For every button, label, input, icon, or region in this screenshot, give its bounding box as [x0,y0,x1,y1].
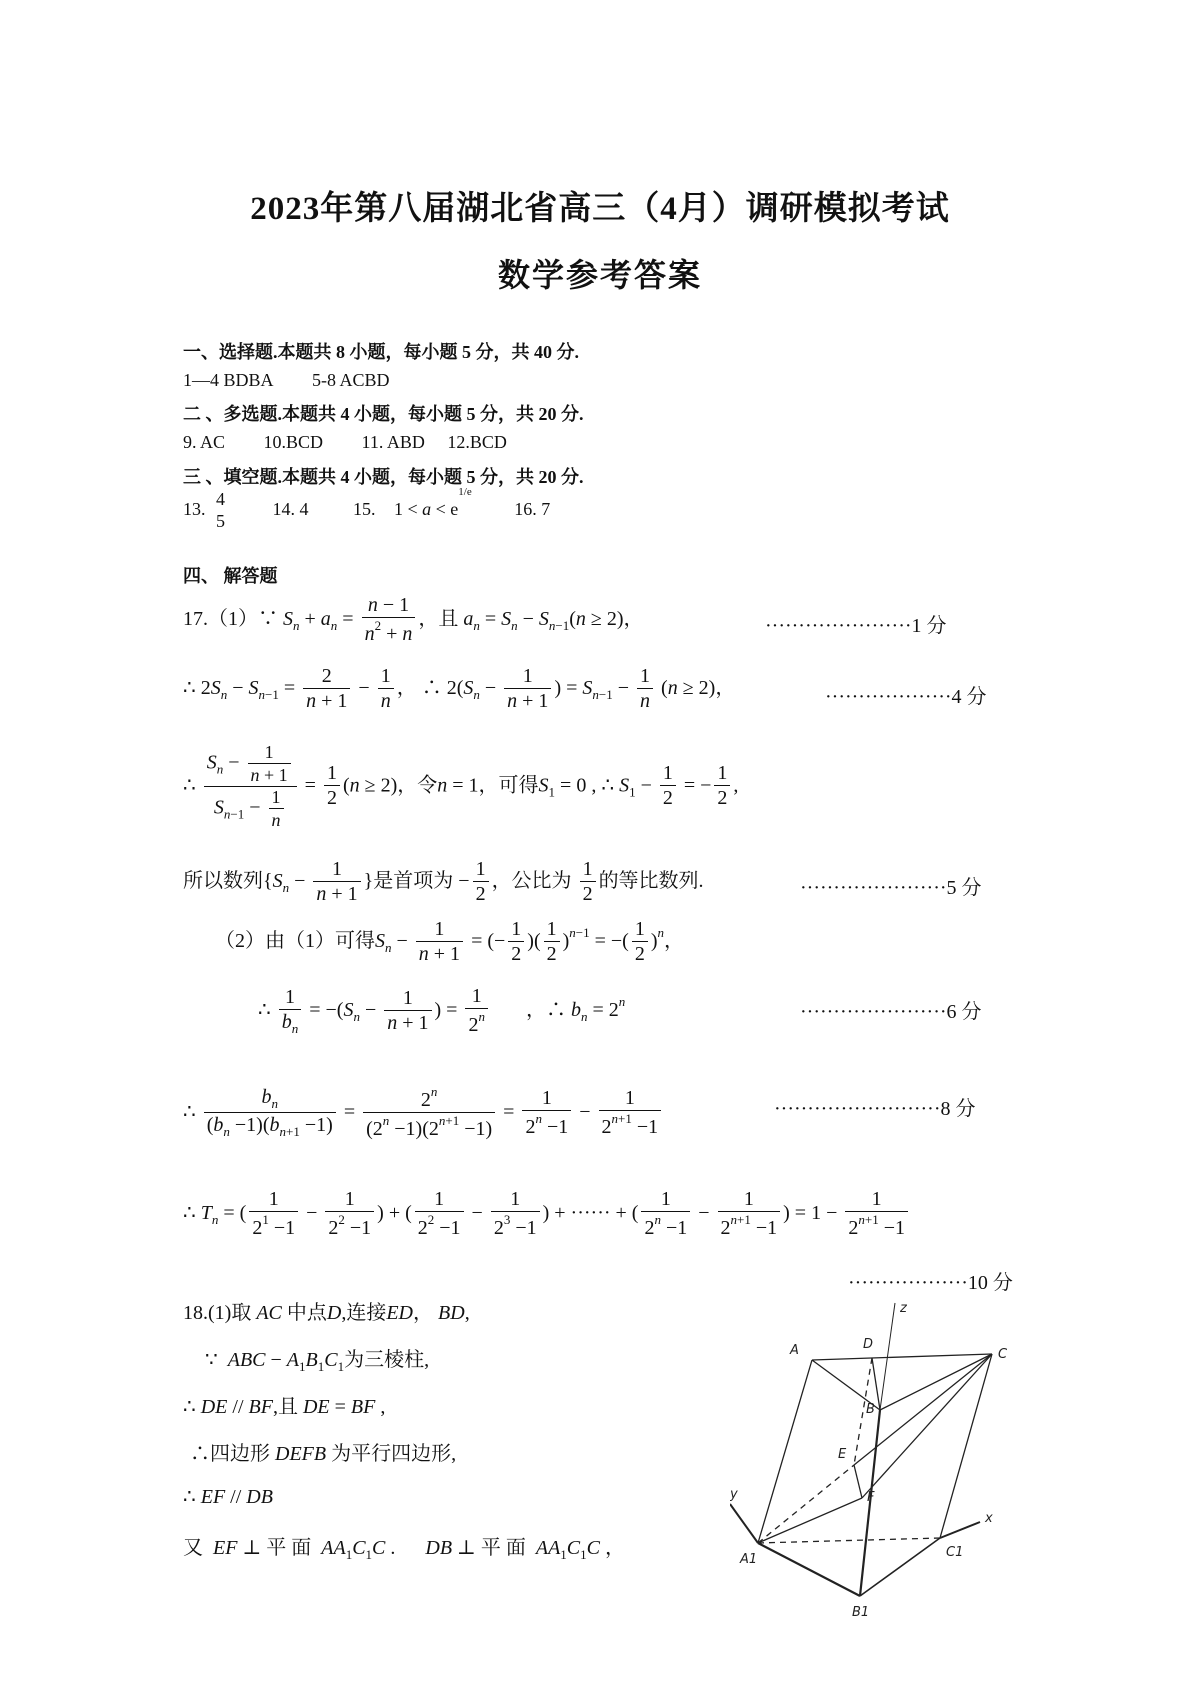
answer-15-formula: $1 < a < e^{1/e}$ [394,486,472,519]
label-C: C [998,1347,1008,1362]
label-A1: A1 [740,1552,758,1567]
prism-figure [730,1298,1050,1628]
q18-line-2: ∵ ABC − $A_1B_1C_1$为三棱柱, [205,1349,430,1374]
label-D: D [863,1337,874,1352]
edge-C1B1 [860,1538,940,1596]
q18-line-5: ∴ EF // DB [183,1486,273,1508]
q17-line-1: 17.（1）∵ $S_n + a_n$ = $\frac{n - 1}{n^2 + n}$ ，且 $a_n = S_n - S_{n-1}(n \ge 2)$， [183,594,644,645]
answer-14: 14. 4 [272,499,309,519]
section-2-heading: 二 、多选题.本题共 4 小题，每小题 5 分，共 20 分. [183,404,584,424]
label-A: A [790,1343,799,1358]
q17-mark-1: ······················1 分 [765,615,947,637]
section-3-answers [183,486,550,532]
q17-line-sum: ∴ $T_n$ = ( $\frac{1}{2^1 -1}$ − $\frac{1}{2^2 -1}$ ) + ( $\frac{1}{2^2 -1}$ − $\frac{1}{2^3 -1}$ ) + ······ + ( $\frac{1}{2^n -1}$ − $\frac{1}{2^{n+1} -1}$ ) = 1 − $\frac{1}{2^{n+1} -1}$ [183,1188,911,1241]
q17-line-split: ∴ $\frac{b_n}{(b_n -1)(b_{n+1} -1)}$ = $\frac{2^n}{(2^n -1)(2^{n+1} -1)}$ = $\frac{1}{2^n -1}$ − $\frac{1}{2^{n+1} -1}$ [183,1085,664,1142]
q18-line-6: 又 EF ⊥ 平 面 $AA_1C_1C$ . DB ⊥ 平 面 $AA_1C_1C$ ， [183,1537,625,1562]
answer-12: 12.BCD [447,432,507,452]
q18-line-4: ∴四边形 DEFB 为平行四边形, [190,1443,457,1465]
label-C1: C1 [946,1545,964,1560]
answer-10: 10.BCD [263,432,324,452]
q17-line-3: ∴ $S_n$ − $\frac{1}{n + 1}$ $S_{n-1}$ − $\frac{1}{n}$ = $\frac{1}{2}$ (n ≥ 2)，令n = 1，可得$S_1 = 0$ , ∴ $S_1$ − $\frac{1}{2}$ = − $\frac{1}{2}$ , [183,742,739,830]
q17-mark-2: ···················4 分 [825,686,987,708]
answers-5-8: 5-8 ACBD [312,370,390,390]
q17-line-4: 所以数列{$S_n$ − $\frac{1}{n + 1}$ }是首项为 − $\frac{1}{2}$ ，公比为 $\frac{1}{2}$ 的等比数列. [183,858,704,905]
q17-mark-5: ·························8 分 [774,1098,976,1120]
axis-x [940,1522,980,1538]
line-EF [854,1465,862,1498]
answers-1-4: 1—4 BDBA [183,370,274,390]
line-CF [862,1354,992,1498]
axis-z [880,1303,895,1410]
answer-16: 16. 7 [514,499,551,519]
q18-line-3: ∴ DE // BF,且 DE = BF , [183,1396,386,1418]
edge-CB [880,1354,992,1410]
section-3-heading: 三 、填空题.本题共 4 小题，每小题 5 分，共 20 分. [183,467,584,487]
edge-A1C1-hidden [758,1538,940,1543]
q17-mark-3: ······················5 分 [800,877,982,899]
label-z: z [900,1301,907,1316]
edge-AC [812,1354,992,1360]
answer-13-label: 13. [183,499,206,519]
q17-part-2: （2）由（1）可得$S_n$ − $\frac{1}{n + 1}$ = (− $\frac{1}{2}$ )( $\frac{1}{2}$ )$^{n-1}$ = −( $\frac{1}{2}$ )$^n$， [215,918,685,965]
answer-9: 9. AC [183,432,226,452]
label-F: F [867,1490,875,1505]
label-y: y [730,1487,738,1502]
section-2-answers [183,432,507,453]
line-A1F [758,1498,862,1543]
label-B: B [866,1402,875,1417]
q17-mark-4: ······················6 分 [800,1001,982,1023]
q18-line-1: 18.(1)取 AC 中点D,连接ED， BD, [183,1302,470,1324]
section-1-answers [183,370,390,391]
axis-y [730,1504,758,1543]
section-1-heading: 一、选择题.本题共 8 小题，每小题 5 分，共 40 分. [183,342,579,362]
label-x: x [985,1511,993,1526]
label-B1: B1 [852,1605,870,1620]
q17-line-2: ∴ $2S_n - S_{n-1}$ = $\frac{2}{n + 1}$ − $\frac{1}{n}$ ， ∴ $2(S_n$ − $\frac{1}{n + 1}$ ) = $S_{n-1}$ − $\frac{1}{n}$ (n ≥ 2)， [183,665,736,712]
section-4-heading: 四、 解答题 [183,566,278,586]
page-subtitle: 数学参考答案 [497,257,702,293]
answer-15-label: 15. [353,499,376,519]
page-title: 2023年第八届湖北省高三（4月）调研模拟考试 [250,191,950,227]
line-A1E-hidden [758,1465,854,1543]
q17-mark-6: ··················10 分 [848,1272,1013,1294]
q17-line-bn: ∴ $\frac{1}{b_n}$ = $-(S_n$ − $\frac{1}{n + 1}$ ) = $\frac{1}{2^n}$ ，∴ $b_n = 2^n$ [258,985,626,1036]
label-E: E [838,1447,847,1462]
answer-13-fraction: 4 5 [216,489,225,531]
edge-AA1 [758,1360,812,1543]
answer-11: 11. ABD [361,432,425,452]
edge-A1B1 [758,1543,860,1596]
